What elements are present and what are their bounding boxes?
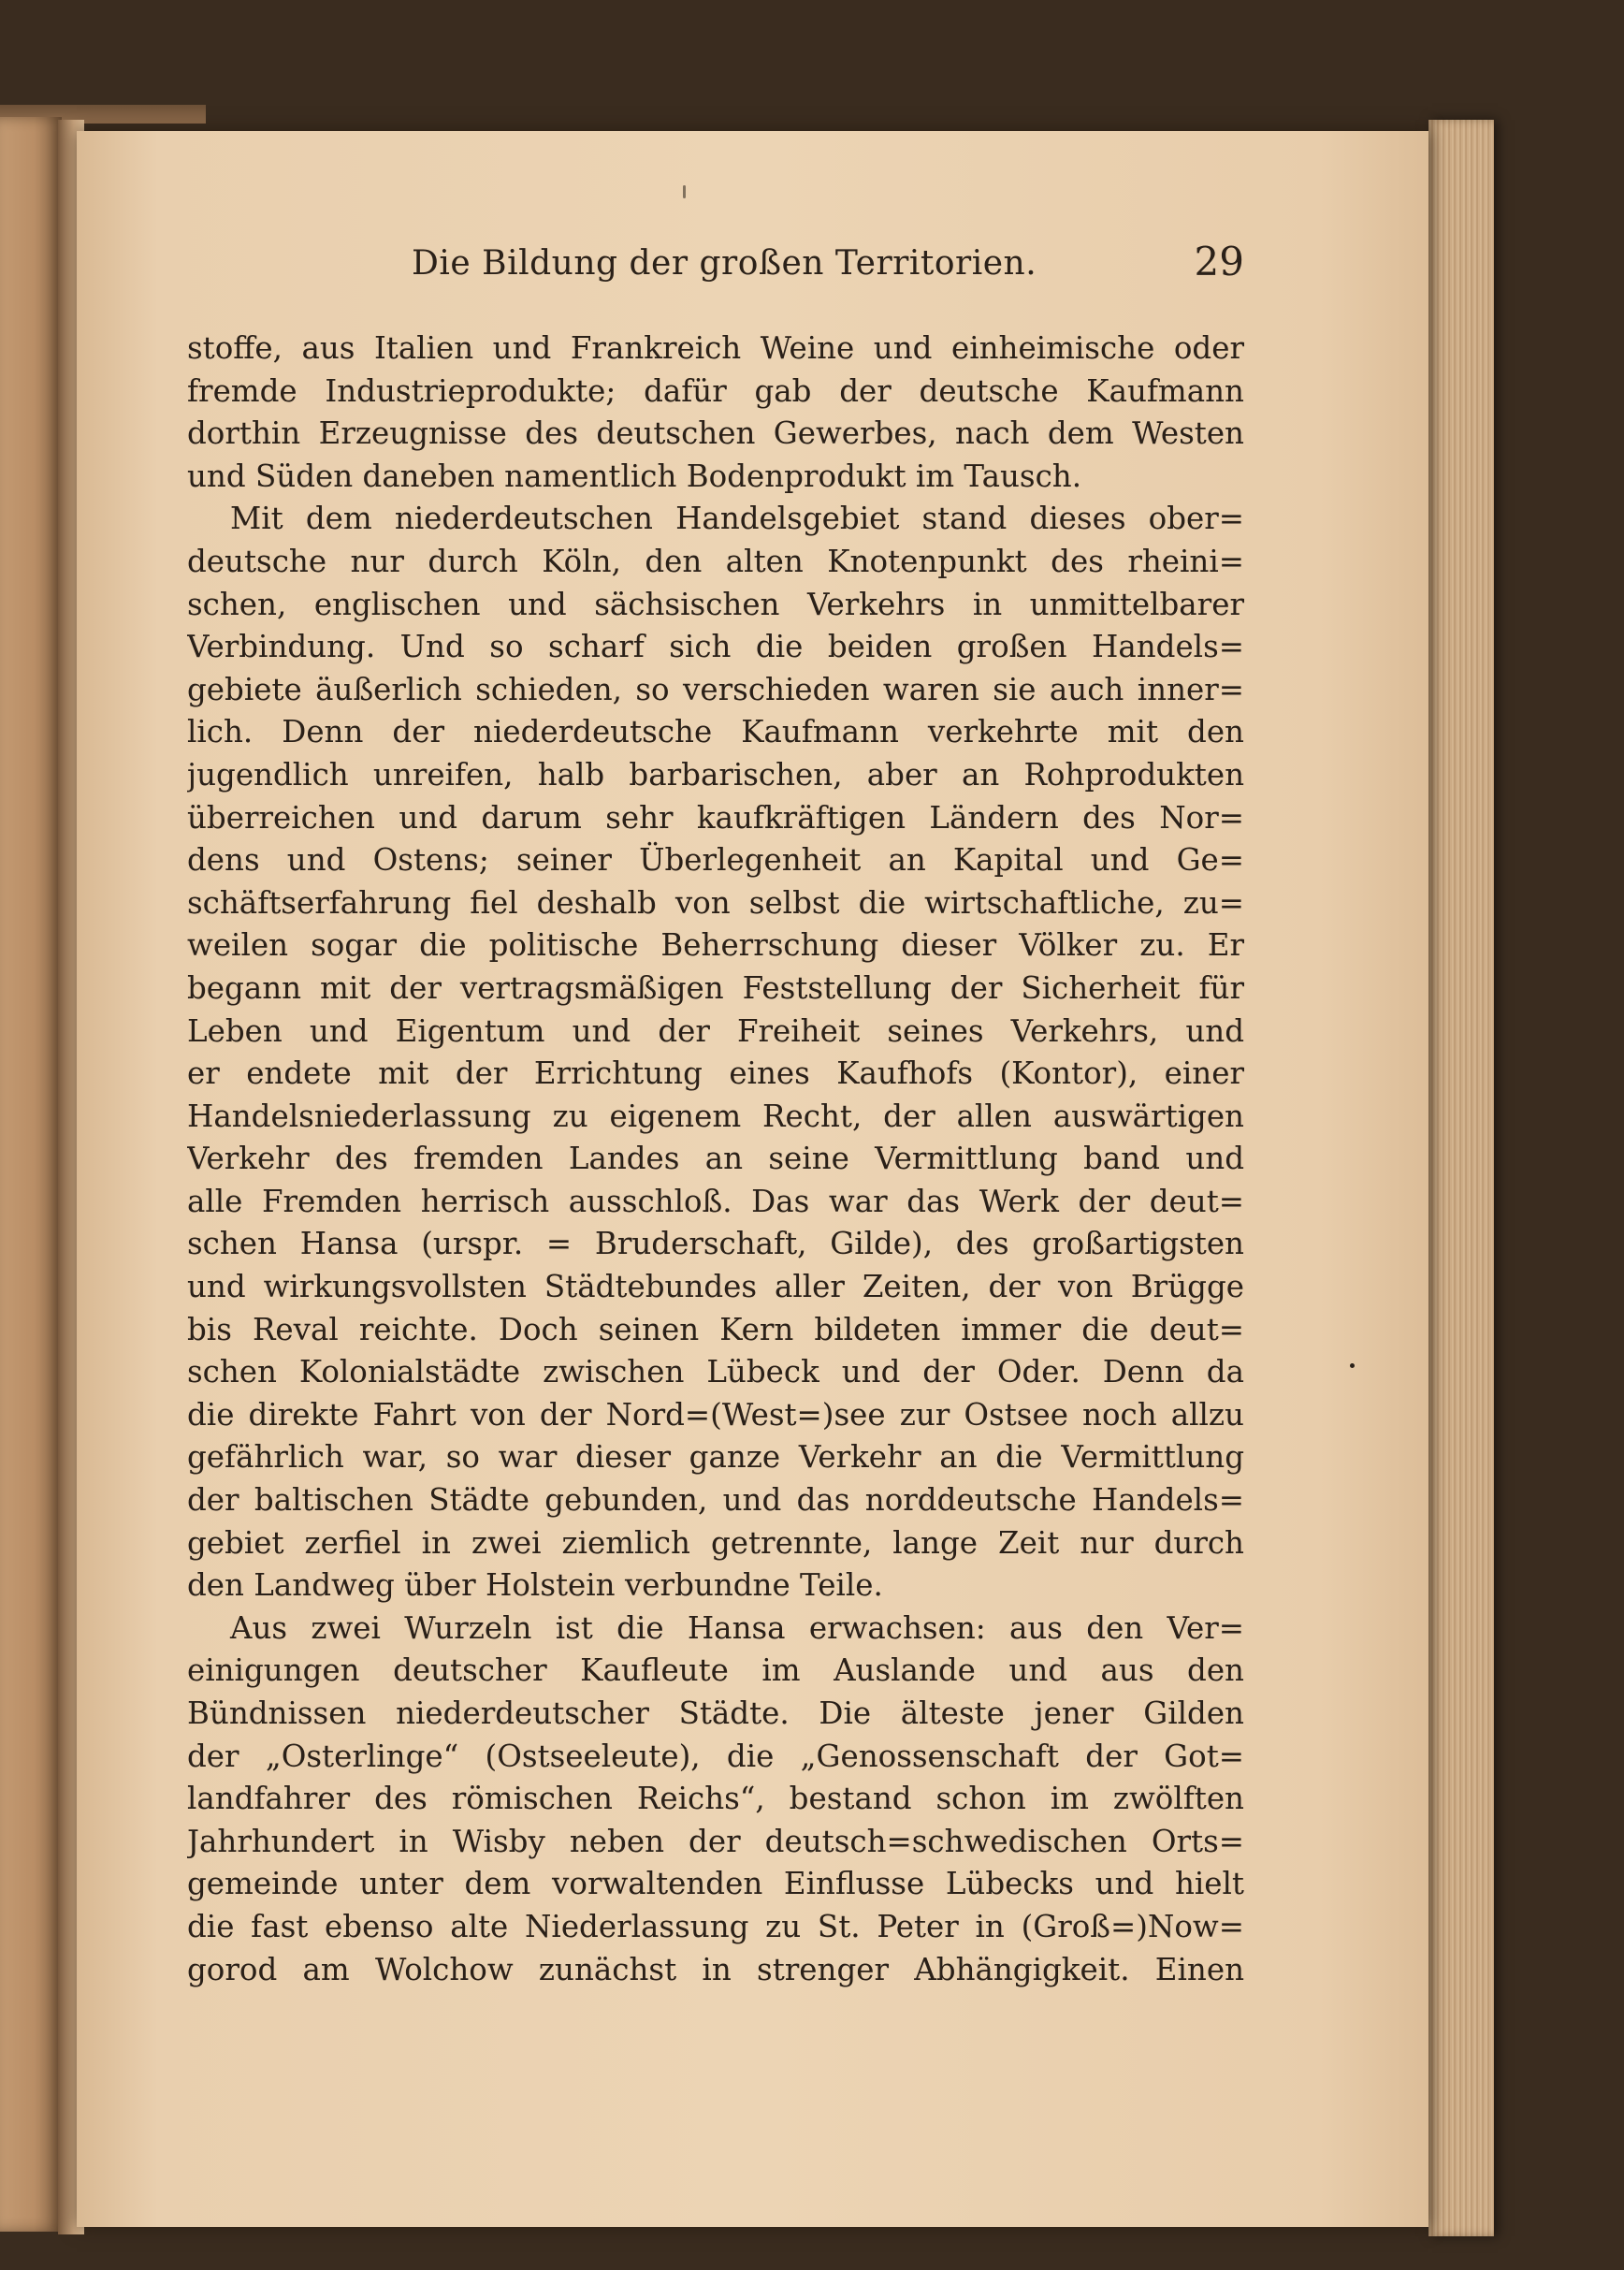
text-line: fremde Industrieprodukte; dafür gab der deutsche Kaufmann [187,372,1244,409]
body-text [187,327,1244,1991]
paper-speck [1350,1363,1355,1368]
text-line: die fast ebenso alte Niederlassung zu St. Peter in (Groß=)Now= [187,1908,1244,1944]
text-line: landfahrer des römischen Reichs“, bestand schon im zwölften [187,1781,1244,1817]
text-line: Leben und Eigentum und der Freiheit seines Verkehrs, und [187,1012,1244,1049]
text-line: einigungen deutscher Kaufleute im Auslande und aus den [187,1652,1244,1689]
page-fore-edge [1428,120,1494,2236]
text-line: alle Fremden herrisch ausschloß. Das war das Werk der deut= [187,1183,1244,1219]
text-line: deutsche nur durch Köln, den alten Knotenpunkt des rheini= [187,543,1244,579]
text-line: dorthin Erzeugnisse des deutschen Gewerbes, nach dem Westen [187,415,1244,452]
text-line: den Landweg über Holstein verbundne Teile. [187,1567,883,1604]
text-line: und Süden daneben namentlich Bodenprodukt im Tausch. [187,458,1082,494]
previous-page-edge [0,117,62,2232]
text-line: Jahrhundert in Wisby neben der deutsch=schwedischen Orts= [187,1823,1244,1859]
text-line: begann mit der vertragsmäßigen Feststellung der Sicherheit für [187,969,1244,1006]
page-header [187,239,1244,304]
text-line: Verkehr des fremden Landes an seine Vermittlung band und [187,1141,1244,1177]
page-number: 29 [1194,239,1244,284]
text-line: gorod am Wolchow zunächst in strenger Abhängigkeit. Einen [187,1951,1244,1987]
text-line: gebiete äußerlich schieden, so verschieden waren sie auch inner= [187,671,1244,707]
text-line: Bündnissen niederdeutscher Städte. Die älteste jener Gilden [187,1695,1244,1731]
text-line: lich. Denn der niederdeutsche Kaufmann verkehrte mit den [187,714,1244,750]
text-line: die direkte Fahrt von der Nord=(West=)see zur Ostsee noch allzu [187,1396,1244,1433]
text-line: stoffe, aus Italien und Frankreich Weine und einheimische oder [187,330,1244,366]
text-line: bis Reval reichte. Doch seinen Kern bildeten immer die deut= [187,1311,1244,1347]
text-line: überreichen und darum sehr kaufkräftigen Ländern des Nor= [187,799,1244,836]
text-line: dens und Ostens; seiner Überlegenheit an Kapital und Ge= [187,842,1244,879]
text-line: schen Kolonialstädte zwischen Lübeck und der Oder. Denn da [187,1354,1244,1390]
text-line: gebiet zerfiel in zwei ziemlich getrennte, lange Zeit nur durch [187,1524,1244,1561]
text-line: schäftserfahrung fiel deshalb von selbst die wirtschaftliche, zu= [187,884,1244,921]
text-line: der „Osterlinge“ (Ostseeleute), die „Genossenschaft der Got= [187,1738,1244,1774]
text-line: schen, englischen und sächsischen Verkehrs in unmittelbarer [187,586,1244,622]
running-title: Die Bildung der großen Territorien. [412,244,1037,283]
text-line: und wirkungsvollsten Städtebundes aller Zeiten, der von Brügge [187,1269,1244,1305]
text-line: Aus zwei Wurzeln ist die Hansa erwachsen: aus den Ver= [230,1609,1244,1646]
paper-speck [683,185,686,198]
text-line: weilen sogar die politische Beherrschung dieser Völker zu. Er [187,927,1244,964]
text-line: schen Hansa (urspr. = Bruderschaft, Gilde), des großartigsten [187,1226,1244,1262]
text-line: Mit dem niederdeutschen Handelsgebiet stand dieses ober= [230,501,1244,537]
text-line: gemeinde unter dem vorwaltenden Einflusse Lübecks und hielt [187,1866,1244,1902]
text-line: der baltischen Städte gebunden, und das norddeutsche Handels= [187,1482,1244,1519]
text-line: er endete mit der Errichtung eines Kaufhofs (Kontor), einer [187,1055,1244,1092]
text-line: gefährlich war, so war dieser ganze Verkehr an die Vermittlung [187,1439,1244,1476]
text-line: jugendlich unreifen, halb barbarischen, aber an Rohprodukten [187,756,1244,793]
text-line: Handelsniederlassung zu eigenem Recht, der allen auswärtigen [187,1098,1244,1134]
text-line: Verbindung. Und so scharf sich die beiden großen Handels= [187,629,1244,665]
